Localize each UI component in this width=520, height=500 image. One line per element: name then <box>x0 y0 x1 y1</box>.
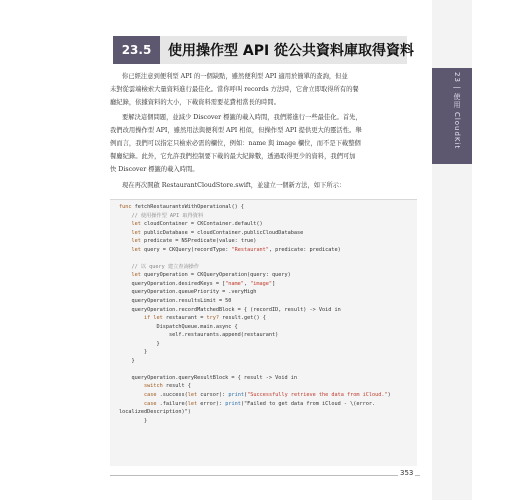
code-line: case .failure(let error): print("Failed to get data from iCloud - \(error. <box>144 400 376 407</box>
code-line: DispatchQueue.main.async { <box>119 323 238 330</box>
footer-rule <box>110 475 420 476</box>
paragraph-line: 餐廳紀錄。此外，它允許我們控制要下載的最大紀錄數，透過取得更少的資料，我們可加 <box>110 153 356 160</box>
paragraph-line: 現在再次開啟 RestaurantCloudStore.swift，並建立一個新方法，如下所示： <box>122 182 346 189</box>
paragraph-2 <box>110 111 418 176</box>
code-line: let predicate = NSPredicate(value: true) <box>131 238 257 245</box>
paragraph-line: 要解決這個問題，並減少 Discover 標籤的載入時間，我們將進行一些最佳化。首先， <box>122 114 362 121</box>
code-line: } <box>119 357 135 364</box>
code-listing <box>119 203 391 425</box>
code-line: let publicDatabase = cloudContainer.publicCloudDatabase <box>131 229 304 236</box>
code-line: let cloudContainer = CKContainer.default() <box>131 221 263 228</box>
code-line <box>119 254 391 263</box>
code-line: // 使用操作型 API 取得資料 <box>131 212 204 219</box>
code-line: queryOperation.queryResultBlock = { result -> Void in <box>119 374 298 381</box>
code-line <box>119 365 391 374</box>
paragraph-line: 廳紀錄，依據資料的大小，下載資料需要花費相當長的時間。 <box>110 99 281 106</box>
paragraph-line: 快 Discover 標籤的載入時間。 <box>110 166 199 173</box>
paragraph-line: 例而言，我們可以指定只檢索必需的欄位，例如：name 與 image 欄位，而不是下載整個 <box>110 140 361 147</box>
code-line: // 以 query 建立查詢操作 <box>131 263 200 270</box>
section-number: 23.5 <box>113 36 160 64</box>
code-line: case .success(let cursor): print("Successfully retrieve the data from iCloud.") <box>144 392 391 399</box>
paragraph-3 <box>110 179 418 192</box>
code-line: switch result { <box>144 383 191 390</box>
chapter-side-tab-label: 23 | 使用 CloudKit <box>453 72 461 150</box>
paragraph-line: 我們改用操作型 API，雖然用法與便利型 API 相似，但操作型 API 提供更大的靈活性。舉 <box>110 127 362 134</box>
page-number: 353 <box>400 469 414 477</box>
code-line: let query = CKQuery(recordType: "Restaurant", predicate: predicate) <box>131 246 341 253</box>
code-line: } <box>119 340 160 347</box>
code-line: } <box>119 349 148 356</box>
code-line: } <box>119 417 148 424</box>
section-title: 使用操作型 API 從公共資料庫取得資料 <box>168 43 415 59</box>
code-line: localizedDescription)") <box>119 409 191 416</box>
code-line: queryOperation.recordMatchedBlock = { (recordID, result) -> Void in <box>119 306 341 313</box>
code-line: queryOperation.queuePriority = .veryHigh <box>119 289 257 296</box>
code-line: func fetchRestaurantsWithOperational() { <box>119 204 244 210</box>
code-line: self.restaurants.append(restaurant) <box>119 332 279 339</box>
code-line: if let restaurant = try? result.get() { <box>144 315 266 322</box>
paragraph-1 <box>110 70 418 109</box>
code-line: queryOperation.resultsLimit = 50 <box>119 298 232 305</box>
code-line: queryOperation.desiredKeys = ["name", "image"] <box>119 280 276 287</box>
code-line: let queryOperation = CKQueryOperation(query: query) <box>131 272 291 279</box>
paragraph-line: 你已經注意到便利型 API 的一個缺點，雖然便利型 API 適用於簡單的查詢，但並 <box>122 73 348 80</box>
paragraph-line: 未對從雲端檢索大量資料進行最佳化。當你呼叫 records 方法時，它會立即取得所有的餐 <box>110 86 359 93</box>
